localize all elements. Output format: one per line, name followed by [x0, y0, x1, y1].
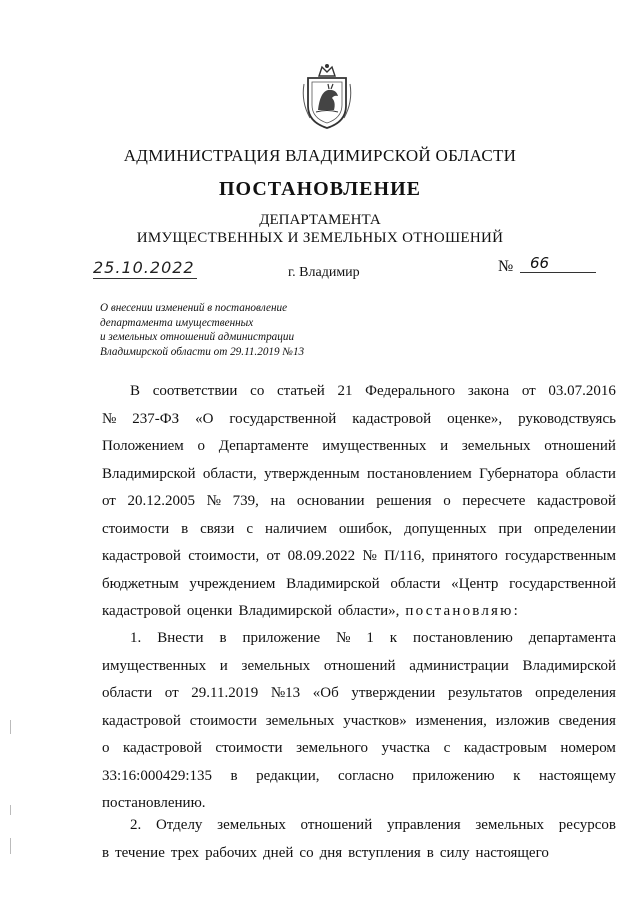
word: согласно — [337, 767, 394, 784]
word: оценки — [186, 603, 233, 619]
word: стоимости — [215, 740, 283, 756]
word: №13 — [270, 685, 301, 701]
word: 03.07.2016 — [548, 383, 616, 399]
document-type-title: ПОСТАНОВЛЕНИЕ — [219, 178, 421, 200]
text-line — [102, 574, 616, 602]
word: области — [565, 465, 616, 482]
coat-of-arms-emblem — [298, 62, 356, 130]
word: 08.09.2022 — [287, 548, 356, 564]
word: сведения — [558, 712, 616, 729]
word: силу — [439, 844, 470, 861]
word: со — [299, 844, 314, 861]
word: отношений — [323, 657, 396, 674]
word: оценке», — [447, 410, 503, 427]
word: приложению — [412, 767, 495, 784]
paragraph-item-2 — [102, 815, 616, 870]
word: определении — [533, 520, 616, 537]
word: связи — [200, 520, 235, 537]
word: к — [513, 767, 521, 784]
word: изменения, — [415, 712, 487, 729]
subject-line: О внесении изменений в постановление — [100, 302, 288, 314]
word: вступления — [348, 844, 421, 861]
word: Владимирской — [102, 465, 196, 482]
word: трех — [170, 844, 200, 861]
word: 237-ФЗ — [132, 410, 180, 427]
text-line — [102, 738, 616, 766]
word: 20.12.2005 — [127, 493, 196, 509]
paragraph-item-1 — [102, 628, 616, 821]
word: «О — [195, 410, 214, 427]
text-line — [102, 843, 616, 871]
word: о — [443, 493, 451, 509]
city-name: г. Владимир — [288, 265, 360, 280]
word: имущественных — [322, 438, 427, 454]
word: и — [440, 438, 449, 454]
text-line — [102, 766, 616, 794]
word: настоящему — [538, 767, 616, 784]
word: руководствуясь — [518, 410, 616, 427]
word: основании — [296, 493, 365, 509]
word: кадастровой — [102, 548, 181, 564]
word: отношений — [300, 817, 373, 833]
scan-margin-mark — [10, 805, 11, 815]
word: 2. — [130, 817, 142, 833]
word: в — [219, 630, 227, 646]
word: соответствии — [152, 383, 238, 399]
text-line — [102, 464, 616, 492]
word: отношений — [544, 438, 616, 454]
word: и — [219, 657, 228, 674]
word: стоимости — [102, 520, 170, 537]
subject-line: Владимирской области от 29.11.2019 №13 — [100, 345, 305, 358]
handwritten-date: 25.10.2022 — [93, 258, 197, 279]
word: Положением — [102, 438, 184, 454]
word: в — [102, 844, 110, 861]
word: при — [498, 520, 523, 537]
text-line — [102, 519, 616, 547]
word: редакции, — [256, 767, 320, 784]
word: ресурсов — [558, 817, 616, 833]
word: о — [102, 740, 110, 756]
word: постановляю: — [405, 603, 520, 619]
word: 739, — [232, 493, 259, 509]
word: № — [102, 410, 117, 427]
handwritten-number: 66 — [520, 254, 596, 273]
word: стоимости — [189, 712, 257, 729]
scan-margin-mark — [10, 838, 11, 854]
word: с — [443, 740, 451, 756]
word: государственной — [229, 410, 337, 427]
word: настоящего — [475, 844, 549, 861]
word: рабочих — [205, 844, 258, 861]
text-line — [102, 628, 616, 656]
word: земельных — [461, 438, 531, 454]
word: постановлению. — [102, 795, 206, 811]
word: «Об — [312, 685, 339, 701]
word: о — [197, 438, 205, 454]
word: П/116, — [384, 548, 425, 564]
text-line — [102, 436, 616, 464]
scan-margin-mark — [10, 720, 11, 734]
word: учреждением — [189, 575, 276, 592]
word: от — [164, 685, 179, 701]
word: № — [362, 548, 377, 564]
word: результатов — [447, 685, 523, 701]
text-line — [102, 381, 616, 409]
word: № — [206, 493, 221, 509]
word: в — [181, 520, 189, 537]
word: Внести — [157, 630, 204, 646]
text-line — [102, 409, 616, 437]
word: департамента — [528, 630, 616, 646]
word: Губернатора — [479, 465, 559, 482]
word: утверждении — [351, 685, 436, 701]
word: участка — [381, 740, 431, 756]
word: земельных — [217, 817, 286, 833]
word: номером — [560, 740, 616, 756]
text-line — [102, 601, 616, 629]
word: области — [390, 575, 441, 592]
word: Отделу — [155, 817, 203, 833]
word: от — [521, 383, 536, 399]
word: кадастровой — [102, 712, 181, 729]
word: Владимирской — [286, 575, 380, 592]
word: 33:16:000429:135 — [102, 767, 213, 784]
paragraph-preamble — [102, 381, 616, 629]
word: с — [246, 520, 254, 537]
department-title-line2: ИМУЩЕСТВЕННЫХ И ЗЕМЕЛЬНЫХ ОТНОШЕНИЙ — [136, 230, 504, 246]
word: закона — [467, 383, 510, 399]
word: со — [250, 383, 265, 399]
text-line — [102, 656, 616, 684]
word: государственной — [509, 575, 616, 592]
word: В — [130, 383, 141, 399]
word: пересчете — [462, 493, 526, 509]
number-label: № — [498, 258, 514, 275]
word: в — [230, 767, 238, 784]
word: утвержденным — [264, 465, 360, 482]
text-line — [102, 815, 616, 843]
word: 1 — [366, 630, 374, 646]
word: к — [389, 630, 398, 646]
word: кадастровым — [463, 740, 547, 756]
word: области», — [338, 603, 400, 619]
word: дня — [319, 844, 343, 861]
department-title-line1: ДЕПАРТАМЕНТА — [259, 212, 381, 228]
word: Владимирской — [522, 657, 616, 674]
word: земельных — [475, 817, 545, 833]
word: постановлению — [413, 630, 513, 646]
word: Федерального — [365, 383, 456, 399]
word: Владимирской — [238, 603, 332, 619]
word: статьей — [277, 383, 325, 399]
word: земельных — [265, 712, 335, 729]
text-line — [102, 683, 616, 711]
text-line — [102, 546, 616, 574]
word: решения — [376, 493, 432, 509]
word: № — [336, 630, 351, 646]
word: имущественных — [102, 657, 207, 674]
administration-title: АДМИНИСТРАЦИЯ ВЛАДИМИРСКОЙ ОБЛАСТИ — [123, 146, 517, 165]
word: земельного — [296, 740, 368, 756]
word: бюджетным — [102, 575, 179, 592]
word: 29.11.2019 — [191, 685, 259, 701]
word: 1. — [130, 630, 142, 646]
word: кадастровой — [102, 603, 181, 619]
word: определения — [535, 685, 616, 701]
word: принятого — [432, 548, 498, 564]
word: ошибок, — [338, 520, 393, 537]
subject-line: департамента имущественных — [100, 316, 254, 329]
word: течение — [115, 844, 165, 861]
word: управления — [386, 817, 461, 833]
word: государственным — [505, 548, 616, 564]
word: приложение — [242, 630, 321, 646]
word: кадастровой — [123, 740, 202, 756]
word: дней — [263, 844, 294, 861]
word: кадастровой — [352, 410, 432, 427]
word: от — [102, 493, 116, 509]
text-line — [102, 491, 616, 519]
word: администрации — [409, 657, 509, 674]
word: участков» — [343, 712, 407, 729]
word: на — [270, 493, 286, 509]
word: 21 — [337, 383, 353, 399]
word: «Центр — [451, 575, 499, 592]
document-subject — [100, 301, 304, 359]
word: стоимости, — [188, 548, 260, 564]
subject-line: и земельных отношений администрации — [100, 331, 295, 344]
word: в — [426, 844, 434, 861]
word: наличием — [264, 520, 328, 537]
word: области, — [202, 465, 257, 482]
word: Департаменте — [218, 438, 309, 454]
word: области — [102, 685, 153, 701]
word: постановлением — [367, 465, 472, 482]
word: изложив — [495, 712, 550, 729]
word: допущенных — [404, 520, 487, 537]
text-line — [102, 711, 616, 739]
word: кадастровой — [537, 493, 616, 509]
word: от — [266, 548, 281, 564]
word: земельных — [241, 657, 311, 674]
